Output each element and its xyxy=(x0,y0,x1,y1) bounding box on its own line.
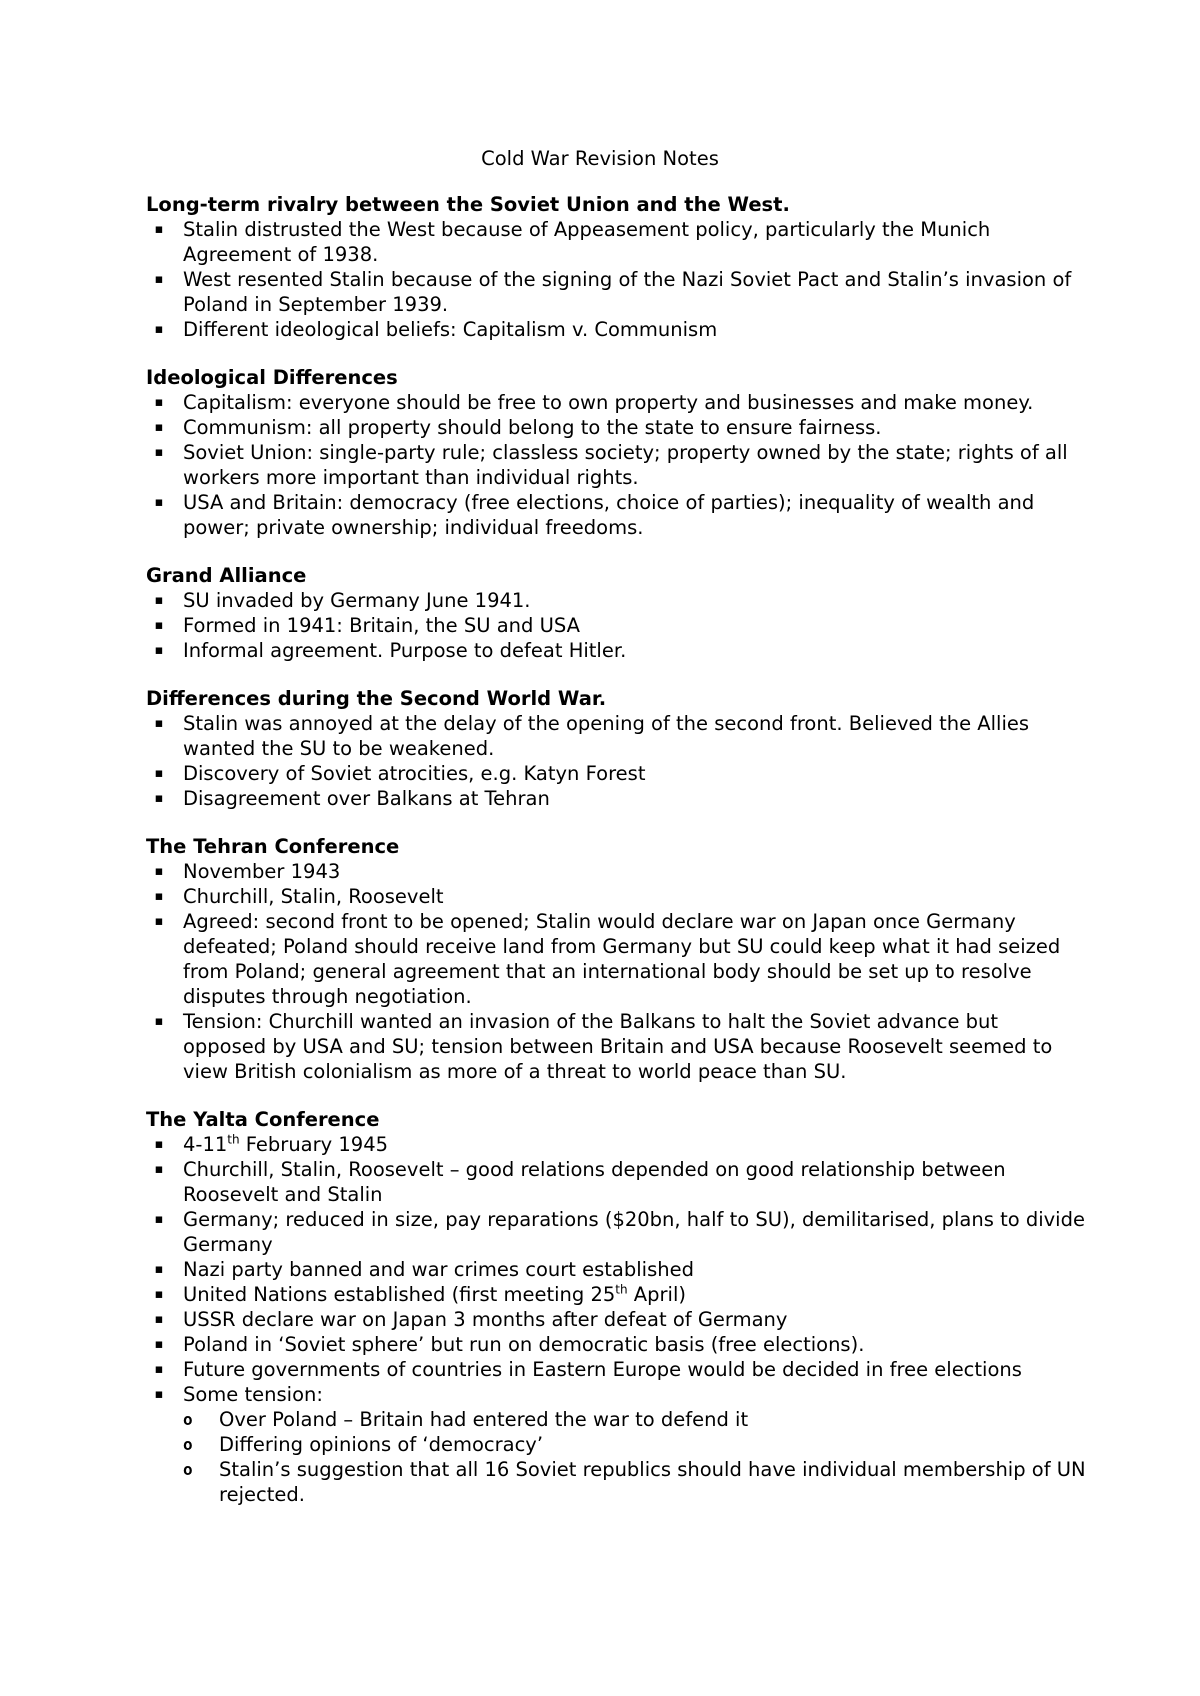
list-item-text: Agreed: second front to be opened; Stalin would declare war on Japan once Germany defeated; Poland should receive land from Germany but SU could keep what it had seized from Poland; general agreement that an international body should be set up to resolve disputes through negotiation. xyxy=(183,910,1061,1008)
square-bullet-icon: ▪ xyxy=(154,1162,164,1177)
list-item xyxy=(146,588,1086,613)
section-grand-alliance xyxy=(146,563,1086,663)
square-bullet-icon: ▪ xyxy=(154,495,164,510)
list-item-text: Discovery of Soviet atrocities, e.g. Katyn Forest xyxy=(183,762,646,785)
square-bullet-icon: ▪ xyxy=(154,1337,164,1352)
square-bullet-icon: ▪ xyxy=(154,1262,164,1277)
list-item-text: Soviet Union: single-party rule; classless society; property owned by the state; rights of all workers more important than individual rights. xyxy=(183,441,1068,489)
list-item xyxy=(146,1009,1086,1084)
list-item xyxy=(146,909,1086,1009)
section-wwii-differences xyxy=(146,686,1086,811)
list-item xyxy=(146,390,1086,415)
section-tehran-conference xyxy=(146,834,1086,1084)
list-item xyxy=(146,1157,1086,1207)
list-item-text: Stalin was annoyed at the delay of the opening of the second front. Believed the Allies wanted the SU to be weakened. xyxy=(183,712,1030,760)
bullet-list xyxy=(146,859,1086,1084)
list-item-text: United Nations established (first meeting 25 xyxy=(183,1283,616,1306)
sub-list-item-text: Over Poland – Britain had entered the war to defend it xyxy=(219,1408,749,1431)
square-bullet-icon: ▪ xyxy=(154,322,164,337)
sub-bullet-list xyxy=(183,1407,1086,1507)
section-ideological-differences xyxy=(146,365,1086,540)
list-item-text: SU invaded by Germany June 1941. xyxy=(183,589,531,612)
square-bullet-icon: ▪ xyxy=(154,222,164,237)
square-bullet-icon: ▪ xyxy=(154,1014,164,1029)
square-bullet-icon: ▪ xyxy=(154,864,164,879)
square-bullet-icon: ▪ xyxy=(154,766,164,781)
list-item xyxy=(146,1282,1086,1307)
circle-bullet-icon: o xyxy=(183,1410,193,1429)
bullet-list xyxy=(146,390,1086,540)
square-bullet-icon: ▪ xyxy=(154,1137,164,1152)
bullet-list xyxy=(146,588,1086,663)
list-item xyxy=(146,1132,1086,1157)
section-heading: The Yalta Conference xyxy=(146,1108,380,1131)
list-item-text: November 1943 xyxy=(183,860,341,883)
square-bullet-icon: ▪ xyxy=(154,1312,164,1327)
square-bullet-icon: ▪ xyxy=(154,716,164,731)
square-bullet-icon: ▪ xyxy=(154,395,164,410)
list-item-text: USA and Britain: democracy (free elections, choice of parties); inequality of wealth and power; private ownership; individual freedoms. xyxy=(183,491,1035,539)
section-heading: Ideological Differences xyxy=(146,366,398,389)
list-item xyxy=(146,613,1086,638)
list-item-text: Formed in 1941: Britain, the SU and USA xyxy=(183,614,580,637)
square-bullet-icon: ▪ xyxy=(154,445,164,460)
list-item-text: Churchill, Stalin, Roosevelt – good relations depended on good relationship between Roosevelt and Stalin xyxy=(183,1158,1006,1206)
list-item-text: Future governments of countries in Eastern Europe would be decided in free elections xyxy=(183,1358,1022,1381)
list-item xyxy=(146,415,1086,440)
list-item xyxy=(146,1207,1086,1257)
square-bullet-icon: ▪ xyxy=(154,1287,164,1302)
list-item xyxy=(146,1257,1086,1282)
section-yalta-conference xyxy=(146,1107,1086,1507)
list-item xyxy=(146,786,1086,811)
list-item-text: Informal agreement. Purpose to defeat Hitler. xyxy=(183,639,627,662)
list-item xyxy=(146,440,1086,490)
square-bullet-icon: ▪ xyxy=(154,618,164,633)
list-item xyxy=(146,217,1086,267)
list-item-text: Nazi party banned and war crimes court established xyxy=(183,1258,694,1281)
sub-list-item xyxy=(183,1432,1086,1457)
list-item xyxy=(146,1357,1086,1382)
list-item xyxy=(146,490,1086,540)
square-bullet-icon: ▪ xyxy=(154,791,164,806)
list-item-text: 4-11 xyxy=(183,1133,228,1156)
list-item-text: February 1945 xyxy=(239,1133,389,1156)
list-item xyxy=(146,711,1086,761)
list-item-text: Tension: Churchill wanted an invasion of the Balkans to halt the Soviet advance but opposed by USA and SU; tension between Britain and USA because Roosevelt seemed to view British colonialism as more of a threat to world peace than SU. xyxy=(183,1010,1053,1083)
list-item xyxy=(146,1332,1086,1357)
list-item-text: Churchill, Stalin, Roosevelt xyxy=(183,885,444,908)
section-heading: Grand Alliance xyxy=(146,564,307,587)
list-item xyxy=(146,267,1086,317)
square-bullet-icon: ▪ xyxy=(154,420,164,435)
list-item-text: Poland in ‘Soviet sphere’ but run on democratic basis (free elections). xyxy=(183,1333,865,1356)
list-item-text: Some tension: xyxy=(183,1383,323,1406)
list-item-text: Different ideological beliefs: Capitalism v. Communism xyxy=(183,318,718,341)
list-item xyxy=(146,859,1086,884)
section-heading: Differences during the Second World War. xyxy=(146,687,607,710)
circle-bullet-icon: o xyxy=(183,1460,193,1479)
square-bullet-icon: ▪ xyxy=(154,272,164,287)
list-item-text: West resented Stalin because of the signing of the Nazi Soviet Pact and Stalin’s invasion of Poland in September 1939. xyxy=(183,268,1072,316)
document-body xyxy=(146,192,1086,1507)
circle-bullet-icon: o xyxy=(183,1435,193,1454)
ordinal-suffix: th xyxy=(615,1282,628,1297)
square-bullet-icon: ▪ xyxy=(154,1362,164,1377)
sub-list-item-text: Differing opinions of ‘democracy’ xyxy=(219,1433,544,1456)
section-longterm-rivalry xyxy=(146,192,1086,342)
ordinal-suffix: th xyxy=(227,1132,240,1147)
list-item-text: Capitalism: everyone should be free to own property and businesses and make money. xyxy=(183,391,1034,414)
bullet-list xyxy=(146,711,1086,811)
section-heading: Long-term rivalry between the Soviet Union and the West. xyxy=(146,193,790,216)
bullet-list xyxy=(146,217,1086,342)
list-item-text: Communism: all property should belong to the state to ensure fairness. xyxy=(183,416,882,439)
list-item-text: Stalin distrusted the West because of Appeasement policy, particularly the Munich Agreement of 1938. xyxy=(183,218,991,266)
sub-list-item xyxy=(183,1457,1086,1507)
document-title: Cold War Revision Notes xyxy=(481,147,719,170)
square-bullet-icon: ▪ xyxy=(154,1387,164,1402)
square-bullet-icon: ▪ xyxy=(154,889,164,904)
sub-list-item-text: Stalin’s suggestion that all 16 Soviet republics should have individual membership of UN rejected. xyxy=(219,1458,1086,1506)
square-bullet-icon: ▪ xyxy=(154,1212,164,1227)
square-bullet-icon: ▪ xyxy=(154,643,164,658)
list-item xyxy=(146,638,1086,663)
sub-list-item xyxy=(183,1407,1086,1432)
list-item xyxy=(146,884,1086,909)
square-bullet-icon: ▪ xyxy=(154,593,164,608)
bullet-list xyxy=(146,1132,1086,1507)
list-item-text: Germany; reduced in size, pay reparations ($20bn, half to SU), demilitarised, plans to divide Germany xyxy=(183,1208,1085,1256)
list-item xyxy=(146,317,1086,342)
list-item-text: Disagreement over Balkans at Tehran xyxy=(183,787,550,810)
list-item-text: USSR declare war on Japan 3 months after defeat of Germany xyxy=(183,1308,788,1331)
square-bullet-icon: ▪ xyxy=(154,914,164,929)
list-item xyxy=(146,761,1086,786)
section-heading: The Tehran Conference xyxy=(146,835,400,858)
list-item xyxy=(146,1382,1086,1507)
list-item xyxy=(146,1307,1086,1332)
list-item-text: April) xyxy=(627,1283,686,1306)
